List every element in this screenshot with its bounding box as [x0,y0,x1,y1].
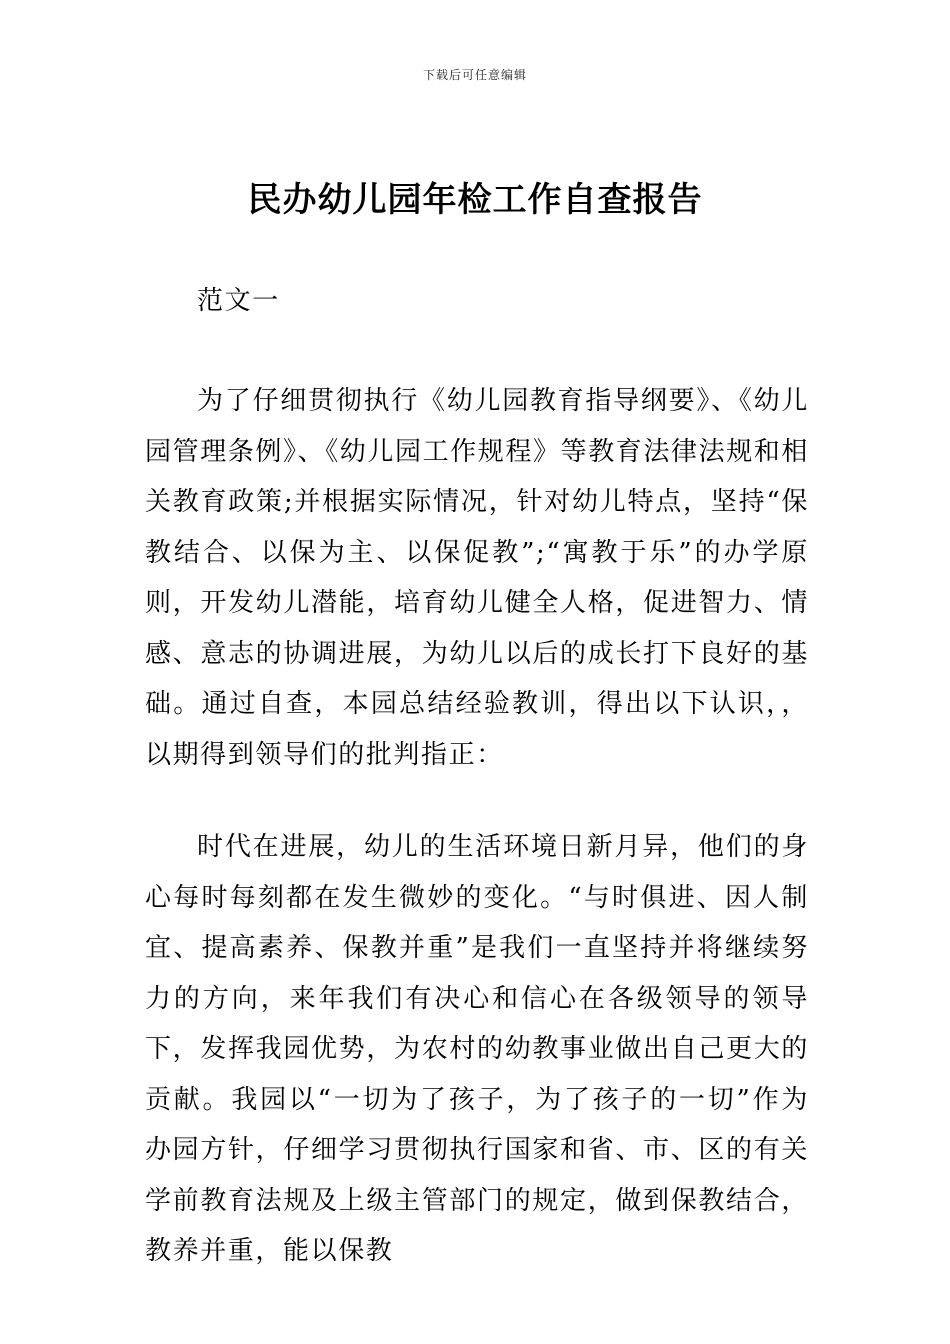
header-note: 下载后可任意编辑 [422,68,527,82]
section-subheading: 范文一 [197,286,280,316]
document-title: 民办幼儿园年检工作自查报告 [247,180,703,220]
paragraph-1: 为了仔细贯彻执行《幼儿园教育指导纲要》、《幼儿园管理条例》、《幼儿园工作规程》等教育法律法规和相关教育政策;并根据实际情况，针对幼儿特点，坚持“保教结合、以保为主、以保促教”;“寓教于乐”的办学原则，开发幼儿潜能，培育幼儿健全人格，促进智力、情感、意志的协调进展，为幼儿以后的成长打下良好的基础。通过自查，本园总结经验教训，得出以下认识，，以期得到领导们的批判指正： [145,386,810,770]
paragraph-2: 时代在进展，幼儿的生活环境日新月异，他们的身心每时每刻都在发生微妙的变化。“与时俱进、因人制宜、提高素养、保教并重”是我们一直坚持并将继续努力的方向，来年我们有决心和信心在各级领导的领导下，发挥我园优势，为农村的幼教事业做出自己更大的贡献。我园以“一切为了孩子，为了孩子的一切”作为办园方针，仔细学习贯彻执行国家和省、市、区的有关学前教育法规及上级主管部门的规定，做到保教结合，教养并重，能以保教 [145,832,810,1266]
